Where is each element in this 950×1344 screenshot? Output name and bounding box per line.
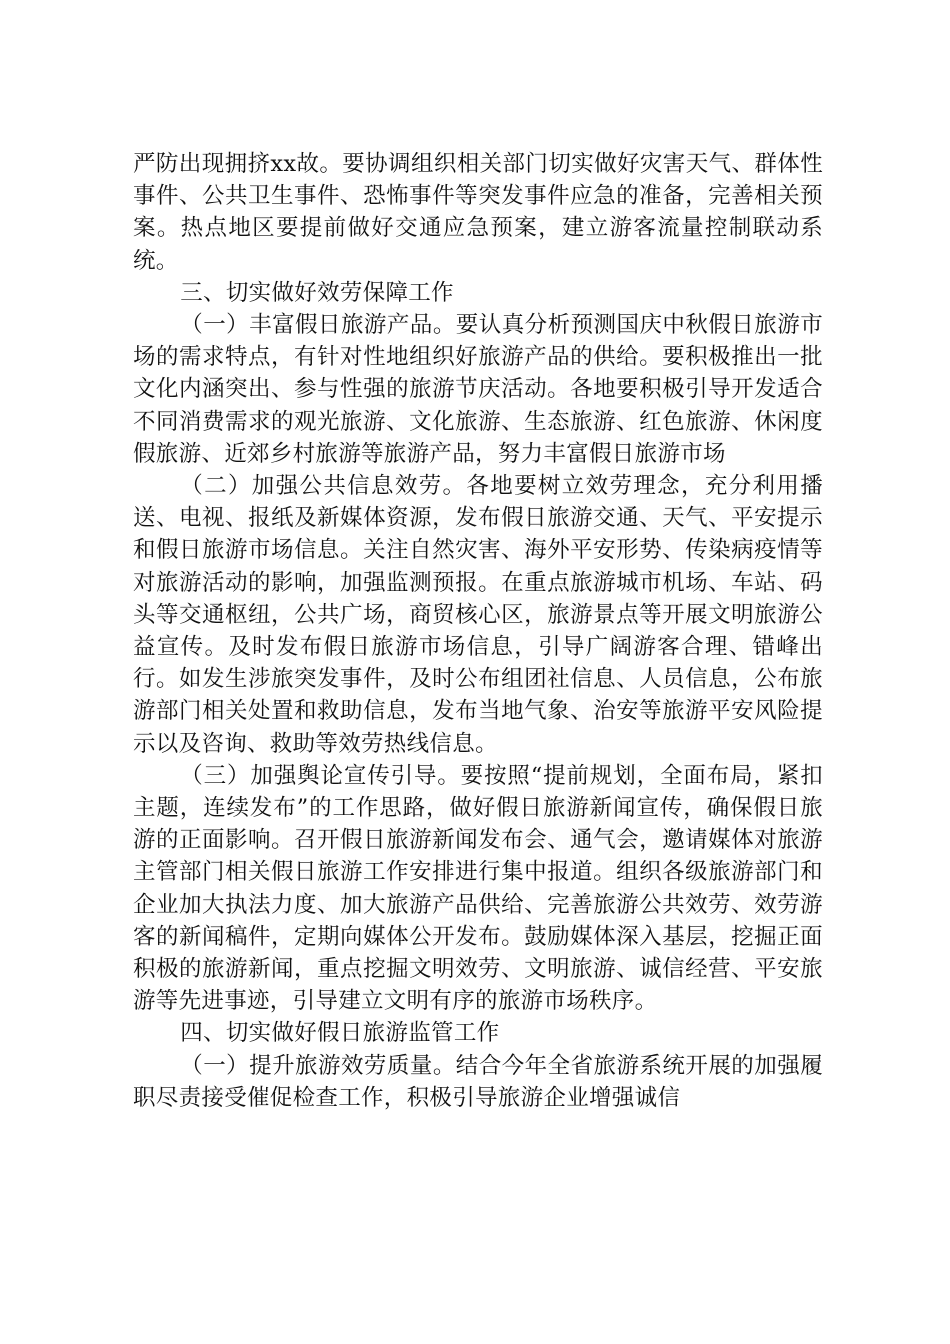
section-heading-supervision: 四、切实做好假日旅游监管工作 <box>180 1020 500 1047</box>
document-body <box>133 148 823 1114</box>
paragraph-tourism-products: （一）丰富假日旅游产品。要认真分析预测国庆中秋假日旅游市场的需求特点，有针对性地组织好旅游产品的供给。要积极推出一批文化内涵突出、参与性强的旅游节庆活动。各地要积极引导开发适合不同消费需求的观光旅游、文化旅游、生态旅游、红色旅游、休闲度假旅游、近郊乡村旅游等旅游产品，努力丰富假日旅游市场 <box>133 312 823 467</box>
paragraph-service-quality: （一）提升旅游效劳质量。结合今年全省旅游系统开展的加强履职尽责接受催促检查工作，积极引导旅游企业增强诚信 <box>133 1052 823 1111</box>
paragraph-publicity-guidance: （三）加强舆论宣传引导。要按照“提前规划，全面布局，紧扣主题，连续发布”的工作思路，做好假日旅游新闻宣传，确保假日旅游的正面影响。召开假日旅游新闻发布会、通气会，邀请媒体对旅游主管部门相关假日旅游工作安排进行集中报道。组织各级旅游部门和企业加大执法力度、加大旅游产品供给、完善旅游公共效劳、效劳游客的新闻稿件，定期向媒体公开发布。鼓励媒体深入基层，挖掘正面积极的旅游新闻，重点挖掘文明效劳、文明旅游、诚信经营、平安旅游等先进事迹，引导建立文明有序的旅游市场秩序。 <box>133 762 823 1015</box>
paragraph-crowding-prevention: 严防出现拥挤xx故。要协调组织相关部门切实做好灾害天气、群体性事件、公共卫生事件、恐怖事件等突发事件应急的准备，完善相关预案。热点地区要提前做好交通应急预案，建立游客流量控制联动系统。 <box>133 151 823 274</box>
section-heading-service-guarantee: 三、切实做好效劳保障工作 <box>180 279 454 306</box>
paragraph-public-information: （二）加强公共信息效劳。各地要树立效劳理念，充分利用播送、电视、报纸及新媒体资源，发布假日旅游交通、天气、平安提示和假日旅游市场信息。关注自然灾害、海外平安形势、传染病疫情等对旅游活动的影响，加强监测预报。在重点旅游城市机场、车站、码头等交通枢纽，公共广场，商贸核心区，旅游景点等开展文明旅游公益宣传。及时发布假日旅游市场信息，引导广阔游客合理、错峰出行。如发生涉旅突发事件，及时公布组团社信息、人员信息，公布旅游部门相关处置和救助信息，发布当地气象、治安等旅游平安风险提示以及咨询、救助等效劳热线信息。 <box>133 473 823 757</box>
